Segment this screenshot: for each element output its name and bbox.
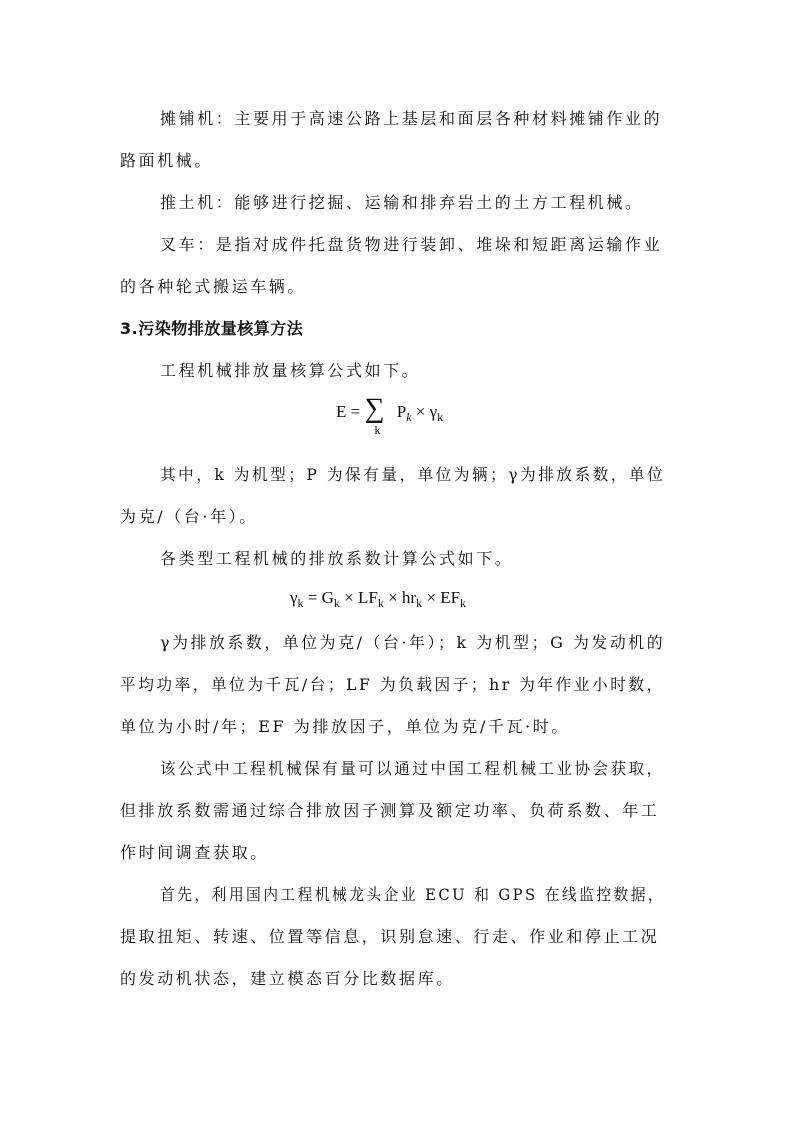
paragraph-factor-defs-line2: 平均功率，单位为千瓦/台；LF 为负载因子；hr 为年作业小时数， <box>120 675 665 694</box>
term-gamma: γ <box>429 402 438 421</box>
f2-term-lf: LF <box>357 588 378 607</box>
term-p-subscript: k <box>406 410 412 424</box>
paragraph-definitions-line2: 为克/（台·年）。 <box>120 507 258 526</box>
f2-term-hr: hr <box>401 588 417 607</box>
paragraph-factor-intro: 各类型工程机械的排放系数计算公式如下。 <box>160 549 514 568</box>
paragraph-bulldozer: 推土机：能够进行挖掘、运输和排弃岩土的土方工程机械。 <box>160 193 644 212</box>
formula-lhs: E = <box>336 402 361 421</box>
paragraph-method-line3: 的发动机状态，建立模态百分比数据库。 <box>120 969 455 988</box>
paragraph-data-source-line1: 该公式中工程机械保有量可以通过中国工程机械工业协会获取， <box>160 759 665 778</box>
summation <box>364 393 392 438</box>
sigma-subscript: k <box>374 423 381 438</box>
f2-term-g-subscript: k <box>333 596 340 610</box>
f2-times-2: × <box>388 588 398 607</box>
paragraph-forklift-line2: 的各种轮式搬运车辆。 <box>120 277 307 296</box>
f2-times-1: × <box>344 588 354 607</box>
times-symbol: × <box>415 402 426 421</box>
paragraph-paver-line1: 摊铺机：主要用于高速公路上基层和面层各种材料摊铺作业的 <box>160 109 663 128</box>
paragraph-method-line1: 首先，利用国内工程机械龙头企业 ECU 和 GPS 在线监控数据， <box>160 885 666 904</box>
paragraph-data-source-line3: 作时间调查获取。 <box>120 843 269 862</box>
f2-term-lf-subscript: k <box>377 596 384 610</box>
paragraph-formula-intro: 工程机械排放量核算公式如下。 <box>160 361 421 380</box>
section-heading: 3.污染物排放量核算方法 <box>120 319 304 338</box>
f2-term-g: G <box>321 588 334 607</box>
f2-term-ef: EF <box>440 588 461 607</box>
f2-times-3: × <box>426 588 436 607</box>
f2-term-hr-subscript: k <box>416 596 423 610</box>
paragraph-factor-defs-line1: γ为排放系数，单位为克/（台·年）；k 为机型；G 为发动机的 <box>160 633 666 652</box>
f2-lhs-subscript: k <box>297 596 304 610</box>
f2-term-ef-subscript: k <box>460 596 467 610</box>
paragraph-paver-line2: 路面机械。 <box>120 151 214 170</box>
paragraph-forklift-line1: 叉车：是指对成件托盘货物进行装卸、堆垛和短距离运输作业 <box>160 235 663 254</box>
factor-formula <box>290 588 466 608</box>
emission-formula <box>336 393 444 438</box>
paragraph-factor-defs-line3: 单位为小时/年；EF 为排放因子，单位为克/千瓦·时。 <box>120 717 570 736</box>
sigma-symbol: ∑ <box>364 393 385 425</box>
paragraph-definitions-line1: 其中，k 为机型；P 为保有量，单位为辆；γ为排放系数，单位 <box>160 465 666 484</box>
paragraph-data-source-line2: 但排放系数需通过综合排放因子测算及额定功率、负荷系数、年工 <box>120 801 660 820</box>
term-gamma-subscript: k <box>437 410 444 424</box>
f2-equals: = <box>307 588 318 607</box>
paragraph-method-line2: 提取扭矩、转速、位置等信息，识别怠速、行走、作业和停止工况 <box>120 927 660 946</box>
term-p: P <box>396 402 407 421</box>
f2-lhs: γ <box>290 588 298 607</box>
